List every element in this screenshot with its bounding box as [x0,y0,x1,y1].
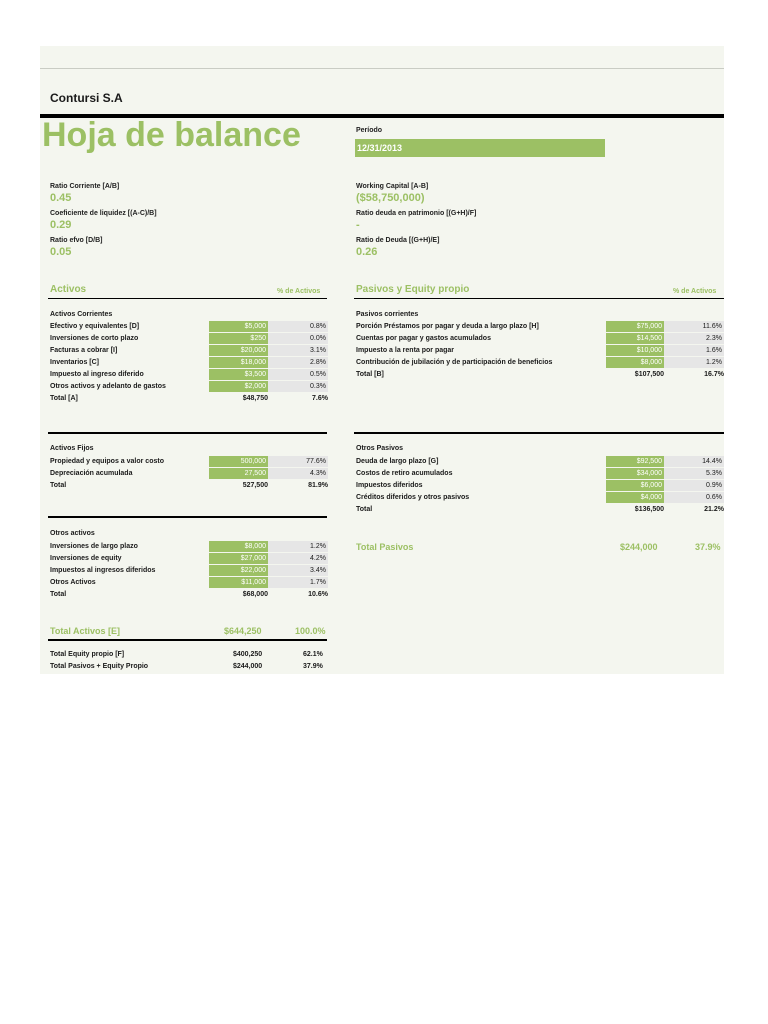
fixed-assets-heading: Activos Fijos [50,445,94,452]
row-value-input[interactable]: $18,000 [209,357,268,368]
row-value-input[interactable]: $5,000 [209,321,268,332]
row-label: Inversiones de corto plazo [50,335,139,342]
table-row [50,468,328,480]
table-row [50,553,328,565]
row-label: Cuentas por pagar y gastos acumulados [356,335,491,342]
row-percent: 2.8% [268,357,328,368]
row-label: Deuda de largo plazo [G] [356,458,439,465]
total-label: Total [B] [356,371,384,378]
total-label: Total [356,506,373,513]
table-row [50,321,328,333]
company-name: Contursi S.A [50,91,123,105]
row-label: Impuesto al ingreso diferido [50,371,144,378]
row-label: Contribución de jubilación y de participación de beneficios [356,359,553,366]
row-value-input[interactable]: $250 [209,333,268,344]
table-row [50,369,328,381]
total-assets-label: Total Activos [E] [50,626,121,636]
debt-ratio-label: Ratio de Deuda [(G+H)/E] [356,237,440,244]
total-liab-equity-value: $244,000 [233,663,263,670]
debt-equity-label: Ratio deuda en patrimonio [(G+H)/F] [356,210,477,217]
row-percent: 3.1% [268,345,328,356]
row-percent: 3.4% [268,565,328,576]
row-percent: 5.3% [664,468,724,479]
other-assets-rule [48,516,327,518]
ratio-liquidity-label: Coeficiente de liquidez [(A-C)/B] [50,210,157,217]
ratio-cash-value: 0.05 [50,246,72,258]
row-value-input[interactable]: $75,000 [606,321,664,332]
total-value: $68,000 [242,591,268,598]
total-equity-value: $400,250 [233,651,263,658]
total-assets-pct: 100.0% [295,626,326,636]
row-label: Propiedad y equipos a valor costo [50,458,164,465]
total-assets-rule [48,639,327,641]
total-liabilities-value: $244,000 [620,542,658,552]
ratio-current-label: Ratio Corriente [A/B] [50,183,120,190]
row-value-input[interactable]: $8,000 [209,541,268,552]
liabilities-pct-heading: % de Activos [673,288,717,295]
debt-ratio-value: 0.26 [356,246,378,258]
row-percent: 4.2% [268,553,328,564]
row-value-input[interactable]: 500,000 [209,456,268,467]
total-row [50,393,328,405]
total-equity-label: Total Equity propio [F] [50,651,125,658]
total-label: Total [A] [50,395,78,402]
table-row [356,468,724,480]
table-row [50,381,328,393]
table-row [50,345,328,357]
assets-heading-rule [48,298,327,299]
other-assets-heading: Otros activos [50,530,95,537]
total-equity-pct: 62.1% [303,651,323,658]
other-liabilities-rule [354,432,724,434]
row-label: Inversiones de equity [50,555,122,562]
row-value-input[interactable]: $14,500 [606,333,664,344]
table-row [356,492,724,504]
total-assets-value: $644,250 [224,626,262,636]
row-value-input[interactable]: $6,000 [606,480,664,491]
table-row [50,541,328,553]
debt-equity-value: - [356,219,360,231]
row-label: Otros Activos [50,579,96,586]
current-assets-heading: Activos Corrientes [50,311,113,318]
ratio-cash-label: Ratio efvo [D/B] [50,237,103,244]
row-percent: 2.3% [664,333,724,344]
total-label: Total [50,591,67,598]
row-value-input[interactable]: $22,000 [209,565,268,576]
top-divider [40,68,724,69]
row-label: Créditos diferidos y otros pasivos [356,494,470,501]
table-row [50,456,328,468]
liabilities-heading: Pasivos y Equity propio [356,284,470,295]
row-label: Depreciación acumulada [50,470,133,477]
table-row [356,357,724,369]
row-label: Facturas a cobrar [I] [50,347,118,354]
total-value: $48,750 [242,395,268,402]
total-value: 527,500 [242,482,268,489]
ratio-liquidity-value: 0.29 [50,219,72,231]
row-percent: 1.6% [664,345,724,356]
row-label: Impuesto a la renta por pagar [356,347,455,354]
table-row [50,357,328,369]
current-liabilities-heading: Pasivos corrientes [356,311,419,318]
row-label: Impuestos diferidos [356,482,423,489]
row-percent: 77.6% [268,456,328,467]
row-label: Efectivo y equivalentes [D] [50,323,140,330]
working-capital-label: Working Capital [A-B] [356,183,429,190]
working-capital-value: ($58,750,000) [356,192,425,204]
row-value-input[interactable]: $8,000 [606,357,664,368]
row-value-input[interactable]: $3,500 [209,369,268,380]
row-label: Porción Préstamos por pagar y deuda a largo plazo [H] [356,323,539,330]
total-liabilities-label: Total Pasivos [356,542,414,552]
row-value-input[interactable]: $11,000 [209,577,268,588]
total-value: $136,500 [634,506,664,513]
table-row [50,333,328,345]
row-label: Inventarios [C] [50,359,100,366]
total-percent: 81.9% [308,482,328,489]
row-value-input[interactable]: 27,500 [209,468,268,479]
total-percent: 16.7% [704,371,724,378]
row-value-input[interactable]: $92,500 [606,456,664,467]
total-percent: 10.6% [308,591,328,598]
row-value-input[interactable]: $10,000 [606,345,664,356]
total-row [50,480,328,492]
table-row [356,333,724,345]
total-liab-equity-label: Total Pasivos + Equity Propio [50,663,149,670]
other-liabilities-heading: Otros Pasivos [356,445,404,452]
row-percent: 0.6% [664,492,724,503]
assets-heading: Activos [50,284,87,295]
row-percent: 0.0% [268,333,328,344]
row-percent: 1.7% [268,577,328,588]
row-label: Inversiones de largo plazo [50,543,138,550]
row-label: Impuestos al ingresos diferidos [50,567,156,574]
table-row [356,456,724,468]
period-label: Período [356,127,383,134]
table-row [356,480,724,492]
row-percent: 1.2% [664,357,724,368]
row-label: Otros activos y adelanto de gastos [50,383,166,390]
row-percent: 0.5% [268,369,328,380]
table-row [50,565,328,577]
table-row [356,321,724,333]
total-liabilities-pct: 37.9% [695,542,721,552]
total-row [356,369,724,381]
liabilities-heading-rule [354,298,724,299]
total-row [356,504,724,516]
row-percent: 0.8% [268,321,328,332]
fixed-assets-rule [48,432,327,434]
row-value-input[interactable]: $2,000 [209,381,268,392]
row-percent: 0.9% [664,480,724,491]
row-label: Costos de retiro acumulados [356,470,453,477]
row-value-input[interactable]: $4,000 [606,492,664,503]
row-percent: 11.6% [664,321,724,332]
total-percent: 7.6% [312,395,328,402]
page-title: Hoja de balance [42,116,301,154]
total-row [50,589,328,601]
row-value-input[interactable]: $34,000 [606,468,664,479]
total-label: Total [50,482,67,489]
row-value-input[interactable]: $27,000 [209,553,268,564]
row-percent: 1.2% [268,541,328,552]
total-percent: 21.2% [704,506,724,513]
period-input[interactable]: 12/31/2013 [355,139,605,157]
table-row [356,345,724,357]
row-value-input[interactable]: $20,000 [209,345,268,356]
total-liab-equity-pct: 37.9% [303,663,323,670]
total-value: $107,500 [634,371,664,378]
assets-pct-heading: % de Activos [277,288,321,295]
row-percent: 0.3% [268,381,328,392]
row-percent: 14.4% [664,456,724,467]
row-percent: 4.3% [268,468,328,479]
ratio-current-value: 0.45 [50,192,72,204]
table-row [50,577,328,589]
